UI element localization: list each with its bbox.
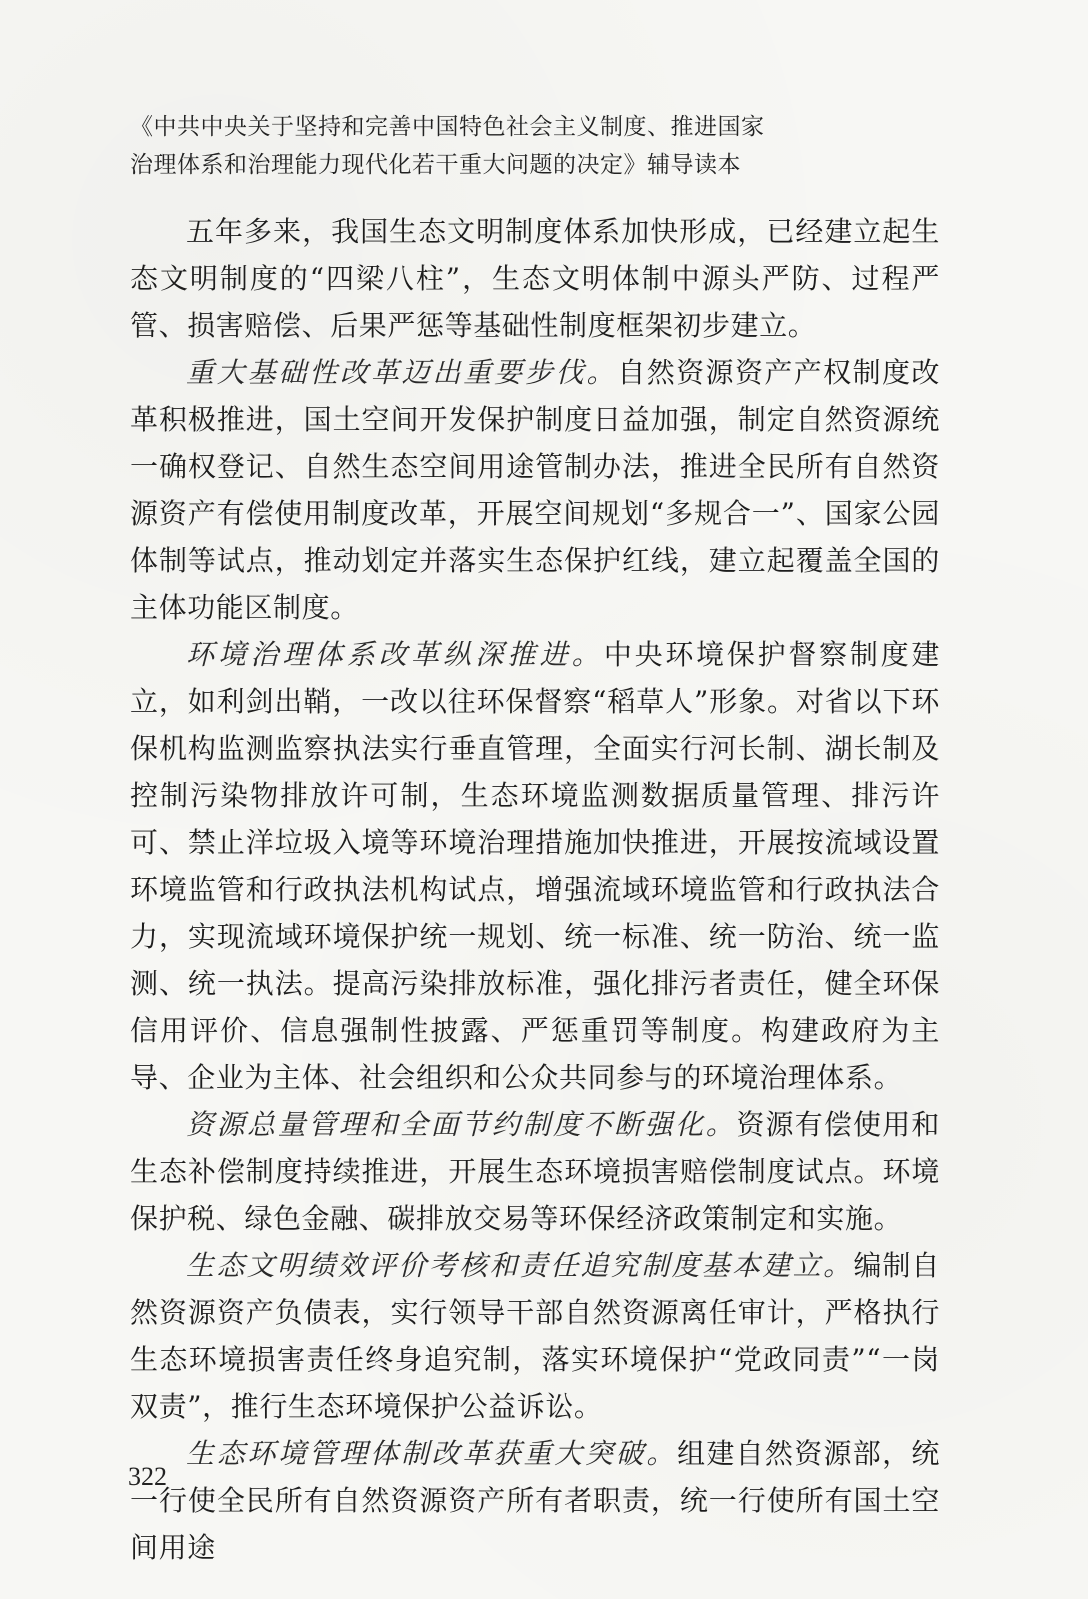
paragraph-lead: 重大基础性改革迈出重要步伐。 xyxy=(186,356,618,389)
paragraph-lead: 生态环境管理体制改革获重大突破。 xyxy=(186,1437,678,1470)
paragraph-text: 中央环境保护督察制度建立，如利剑出鞘，一改以往环保督察“稻草人”形象。对省以下环保机构监测监察执法实行垂直管理，全面实行河长制、湖长制及控制污染物排放许可制，生态环境监测数据质量管理、排污许可、禁止洋垃圾入境等环境治理措施加快推进，开展按流域设置环境监管和行政执法机构试点，增强流域环境监管和行政执法合力，实现流域环境保护统一规划、统一标准、统一防治、统一监测、统一执法。提高污染排放标准，强化排污者责任，健全环保信用评价、信息强制性披露、严惩重罚等制度。构建政府为主导、企业为主体、社会组织和公众共同参与的环境治理体系。 xyxy=(130,638,940,1094)
paragraph-2 xyxy=(130,349,940,631)
running-header-line-2: 治理体系和治理能力现代化若干重大问题的决定》辅导读本 xyxy=(130,152,741,178)
running-header xyxy=(130,108,950,184)
running-header-line-1: 《中共中央关于坚持和完善中国特色社会主义制度、推进国家 xyxy=(130,114,765,140)
paragraph-text: 编制自然资源资产负债表，实行领导干部自然资源离任审计，严格执行生态环境损害责任终身追究制，落实环境保护“党政同责”“一岗双责”，推行生态环境保护公益诉讼。 xyxy=(130,1249,940,1423)
page-number: 322 xyxy=(128,1462,167,1491)
paragraph-lead: 环境治理体系改革纵深推进。 xyxy=(186,638,604,671)
paragraph-4 xyxy=(130,1101,940,1242)
paragraph-text: 组建自然资源部，统一行使全民所有自然资源资产所有者职责，统一行使所有国土空间用途 xyxy=(130,1437,940,1564)
paragraph-3 xyxy=(130,631,940,1101)
paragraph-lead: 资源总量管理和全面节约制度不断强化。 xyxy=(186,1108,737,1141)
paragraph-lead: 生态文明绩效评价考核和责任追究制度基本建立。 xyxy=(186,1249,854,1282)
paragraph-text: 资源有偿使用和生态补偿制度持续推进，开展生态环境损害赔偿制度试点。环境保护税、绿色金融、碳排放交易等环保经济政策制定和实施。 xyxy=(130,1108,940,1235)
paragraph-text: 五年多来，我国生态文明制度体系加快形成，已经建立起生态文明制度的“四梁八柱”，生态文明体制中源头严防、过程严管、损害赔偿、后果严惩等基础性制度框架初步建立。 xyxy=(130,215,940,342)
paragraph-5 xyxy=(130,1242,940,1430)
paragraph-text: 自然资源资产产权制度改革积极推进，国土空间开发保护制度日益加强，制定自然资源统一确权登记、自然生态空间用途管制办法，推进全民所有自然资源资产有偿使用制度改革，开展空间规划“多规合一”、国家公园体制等试点，推动划定并落实生态保护红线，建立起覆盖全国的主体功能区制度。 xyxy=(130,356,940,624)
paragraph-6 xyxy=(130,1430,940,1571)
body-text xyxy=(130,208,940,1571)
paragraph-1 xyxy=(130,208,940,349)
